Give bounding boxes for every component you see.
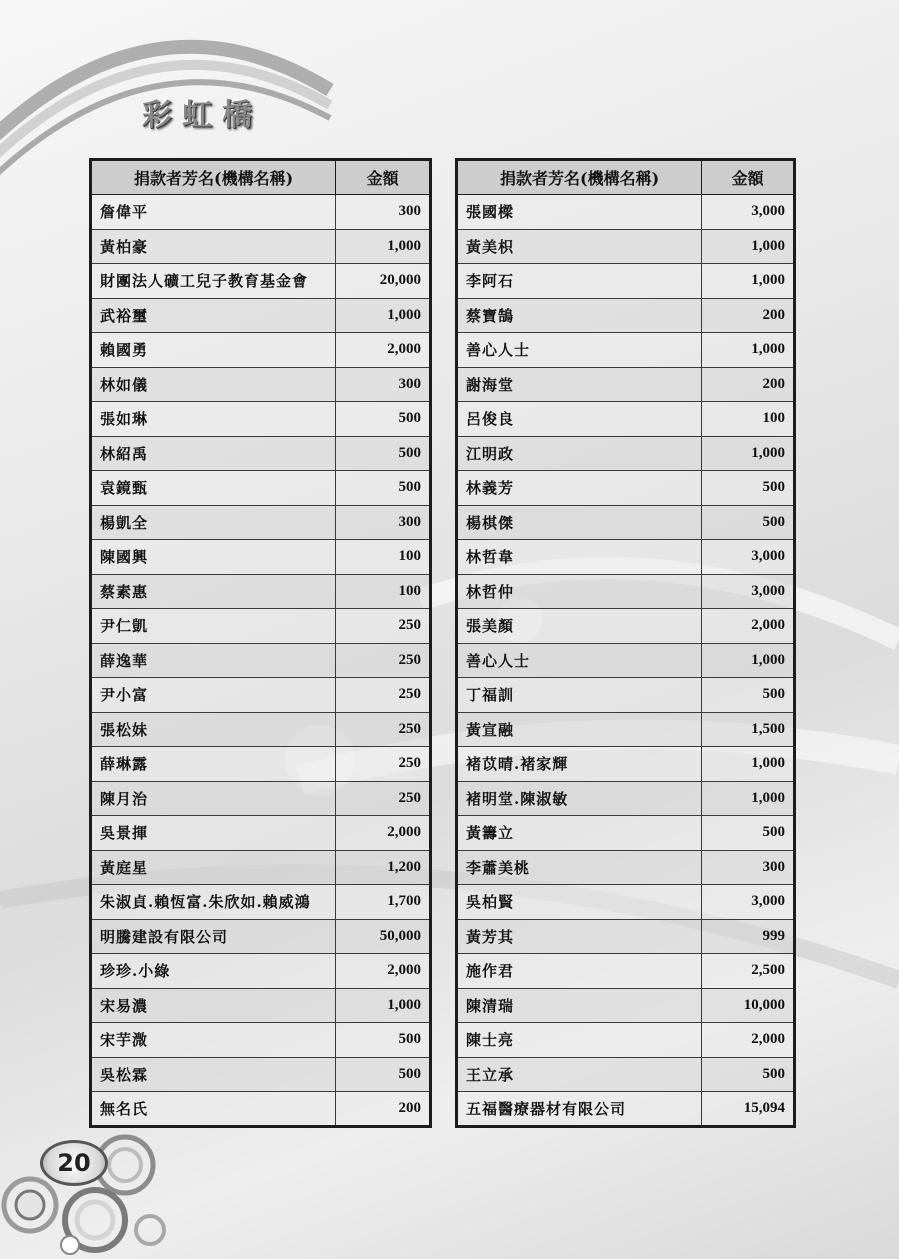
donor-name: 林義芳	[457, 471, 702, 506]
table-row	[457, 436, 795, 471]
donation-amount: 3,000	[702, 574, 795, 609]
table-row	[91, 264, 431, 299]
donation-amount: 1,500	[702, 712, 795, 747]
donation-amount: 2,000	[702, 1023, 795, 1058]
table-row	[91, 229, 431, 264]
donation-amount: 50,000	[336, 919, 431, 954]
donor-name: 賴國勇	[91, 333, 336, 368]
donor-name: 尹仁凱	[91, 609, 336, 644]
donation-amount: 500	[336, 1023, 431, 1058]
donor-table-right-body	[457, 195, 795, 1127]
table-row	[457, 919, 795, 954]
donation-amount: 2,000	[702, 609, 795, 644]
donor-name: 楊棋傑	[457, 505, 702, 540]
table-row	[457, 471, 795, 506]
donation-amount: 1,000	[336, 988, 431, 1023]
donation-amount: 3,000	[702, 540, 795, 575]
donor-name: 李蕭美桃	[457, 850, 702, 885]
table-row	[91, 298, 431, 333]
table-row	[91, 850, 431, 885]
table-row	[457, 367, 795, 402]
donation-amount: 300	[336, 367, 431, 402]
donation-amount: 500	[336, 1057, 431, 1092]
table-row	[91, 919, 431, 954]
donation-amount: 3,000	[702, 885, 795, 920]
table-row	[457, 712, 795, 747]
donation-amount: 300	[336, 505, 431, 540]
table-row	[457, 574, 795, 609]
donor-name: 楊凱全	[91, 505, 336, 540]
column-header-amount: 金額	[336, 160, 431, 195]
page-title: 彩虹橋	[142, 98, 262, 133]
donation-amount: 500	[336, 436, 431, 471]
donation-amount: 1,000	[702, 781, 795, 816]
table-row	[457, 1092, 795, 1127]
donor-name: 呂俊良	[457, 402, 702, 437]
table-row	[457, 1023, 795, 1058]
donor-name: 明騰建設有限公司	[91, 919, 336, 954]
donation-amount: 2,000	[336, 954, 431, 989]
donor-name: 善心人士	[457, 333, 702, 368]
donation-amount: 1,000	[702, 229, 795, 264]
table-row	[91, 402, 431, 437]
column-header-amount: 金額	[702, 160, 795, 195]
donor-name: 王立承	[457, 1057, 702, 1092]
donor-name: 施作君	[457, 954, 702, 989]
table-header-row	[91, 160, 431, 195]
donor-name: 蔡素惠	[91, 574, 336, 609]
table-row	[457, 850, 795, 885]
donation-amount: 250	[336, 643, 431, 678]
donation-amount: 15,094	[702, 1092, 795, 1127]
table-row	[457, 402, 795, 437]
column-header-name: 捐款者芳名(機構名稱)	[91, 160, 336, 195]
donation-amount: 500	[336, 471, 431, 506]
table-row	[457, 816, 795, 851]
donor-name: 宋易濃	[91, 988, 336, 1023]
donor-name: 薛琳露	[91, 747, 336, 782]
table-row	[457, 988, 795, 1023]
table-row	[457, 781, 795, 816]
donor-name: 珍珍.小綠	[91, 954, 336, 989]
page-number-badge	[40, 1140, 108, 1186]
table-row	[91, 471, 431, 506]
donor-name: 陳國興	[91, 540, 336, 575]
table-row	[91, 574, 431, 609]
donation-amount: 500	[702, 1057, 795, 1092]
donation-amount: 1,000	[702, 643, 795, 678]
donation-amount: 500	[702, 678, 795, 713]
donor-table-right	[455, 158, 796, 1128]
donor-name: 詹偉平	[91, 195, 336, 230]
donation-amount: 2,500	[702, 954, 795, 989]
donor-name: 李阿石	[457, 264, 702, 299]
donor-name: 江明政	[457, 436, 702, 471]
table-row	[91, 885, 431, 920]
donor-name: 丁福訓	[457, 678, 702, 713]
donation-amount: 500	[336, 402, 431, 437]
donation-amount: 100	[336, 540, 431, 575]
donation-amount: 300	[336, 195, 431, 230]
table-row	[91, 643, 431, 678]
donor-name: 吳柏賢	[457, 885, 702, 920]
donor-name: 朱淑貞.賴恆富.朱欣如.賴威鴻	[91, 885, 336, 920]
donation-amount: 250	[336, 781, 431, 816]
table-row	[91, 505, 431, 540]
table-row	[457, 885, 795, 920]
table-row	[457, 643, 795, 678]
donation-amount: 100	[702, 402, 795, 437]
donor-name: 尹小富	[91, 678, 336, 713]
table-row	[91, 1023, 431, 1058]
donor-name: 褚苡晴.褚家輝	[457, 747, 702, 782]
table-row	[91, 195, 431, 230]
table-row	[457, 505, 795, 540]
donation-amount: 1,000	[336, 298, 431, 333]
donor-name: 黃芳其	[457, 919, 702, 954]
donor-name: 黃宣融	[457, 712, 702, 747]
page-number: 20	[57, 1149, 91, 1177]
donor-name: 善心人士	[457, 643, 702, 678]
donor-table-left	[89, 158, 432, 1128]
donor-name: 褚明堂.陳淑敏	[457, 781, 702, 816]
table-row	[457, 609, 795, 644]
donation-amount: 1,000	[702, 264, 795, 299]
donation-amount: 250	[336, 747, 431, 782]
donation-amount: 2,000	[336, 333, 431, 368]
donation-amount: 200	[336, 1092, 431, 1127]
donation-amount: 250	[336, 609, 431, 644]
table-row	[91, 954, 431, 989]
table-row	[91, 436, 431, 471]
donation-amount: 2,000	[336, 816, 431, 851]
donor-name: 財團法人礦工兒子教育基金會	[91, 264, 336, 299]
table-row	[91, 333, 431, 368]
donor-name: 陳月治	[91, 781, 336, 816]
table-row	[91, 988, 431, 1023]
donor-name: 武裕璽	[91, 298, 336, 333]
table-row	[91, 540, 431, 575]
donation-amount: 300	[702, 850, 795, 885]
donor-name: 袁鏡甄	[91, 471, 336, 506]
donor-name: 黃柏豪	[91, 229, 336, 264]
table-row	[457, 333, 795, 368]
donation-amount: 250	[336, 678, 431, 713]
donor-name: 薛逸華	[91, 643, 336, 678]
table-row	[91, 816, 431, 851]
donor-name: 蔡寶鵠	[457, 298, 702, 333]
table-row	[91, 781, 431, 816]
donation-amount: 200	[702, 298, 795, 333]
table-row	[91, 609, 431, 644]
donor-name: 林如儀	[91, 367, 336, 402]
donor-name: 陳士亮	[457, 1023, 702, 1058]
table-row	[457, 540, 795, 575]
donation-amount: 1,000	[336, 229, 431, 264]
table-row	[91, 747, 431, 782]
table-row	[457, 678, 795, 713]
table-row	[91, 367, 431, 402]
donation-amount: 1,700	[336, 885, 431, 920]
donation-amount: 500	[702, 816, 795, 851]
donation-amount: 3,000	[702, 195, 795, 230]
table-row	[91, 712, 431, 747]
donation-amount: 100	[336, 574, 431, 609]
donor-name: 吳松霖	[91, 1057, 336, 1092]
donor-name: 五福醫療器材有限公司	[457, 1092, 702, 1127]
table-row	[457, 954, 795, 989]
donor-name: 黃籌立	[457, 816, 702, 851]
donor-name: 陳清瑞	[457, 988, 702, 1023]
table-row	[457, 264, 795, 299]
donor-name: 張國樑	[457, 195, 702, 230]
donor-name: 張如琳	[91, 402, 336, 437]
donation-amount: 200	[702, 367, 795, 402]
donor-name: 林哲韋	[457, 540, 702, 575]
donor-name: 黃庭星	[91, 850, 336, 885]
donor-name: 無名氏	[91, 1092, 336, 1127]
donor-table-left-body	[91, 195, 431, 1127]
donation-amount: 10,000	[702, 988, 795, 1023]
donor-name: 林哲仲	[457, 574, 702, 609]
table-row	[457, 195, 795, 230]
donor-name: 張松妹	[91, 712, 336, 747]
column-header-name: 捐款者芳名(機構名稱)	[457, 160, 702, 195]
table-header-row	[457, 160, 795, 195]
donation-amount: 500	[702, 471, 795, 506]
donation-amount: 1,200	[336, 850, 431, 885]
donation-amount: 999	[702, 919, 795, 954]
donor-name: 林紹禹	[91, 436, 336, 471]
donation-amount: 1,000	[702, 747, 795, 782]
donation-amount: 500	[702, 505, 795, 540]
table-row	[91, 678, 431, 713]
table-row	[457, 747, 795, 782]
donation-amount: 20,000	[336, 264, 431, 299]
donation-amount: 1,000	[702, 333, 795, 368]
donor-name: 宋芋溦	[91, 1023, 336, 1058]
donation-amount: 1,000	[702, 436, 795, 471]
donor-name: 謝海堂	[457, 367, 702, 402]
table-row	[457, 298, 795, 333]
table-row	[457, 1057, 795, 1092]
donor-name: 黃美枳	[457, 229, 702, 264]
donor-name: 吳景揮	[91, 816, 336, 851]
table-row	[457, 229, 795, 264]
donation-amount: 250	[336, 712, 431, 747]
donor-name: 張美顏	[457, 609, 702, 644]
